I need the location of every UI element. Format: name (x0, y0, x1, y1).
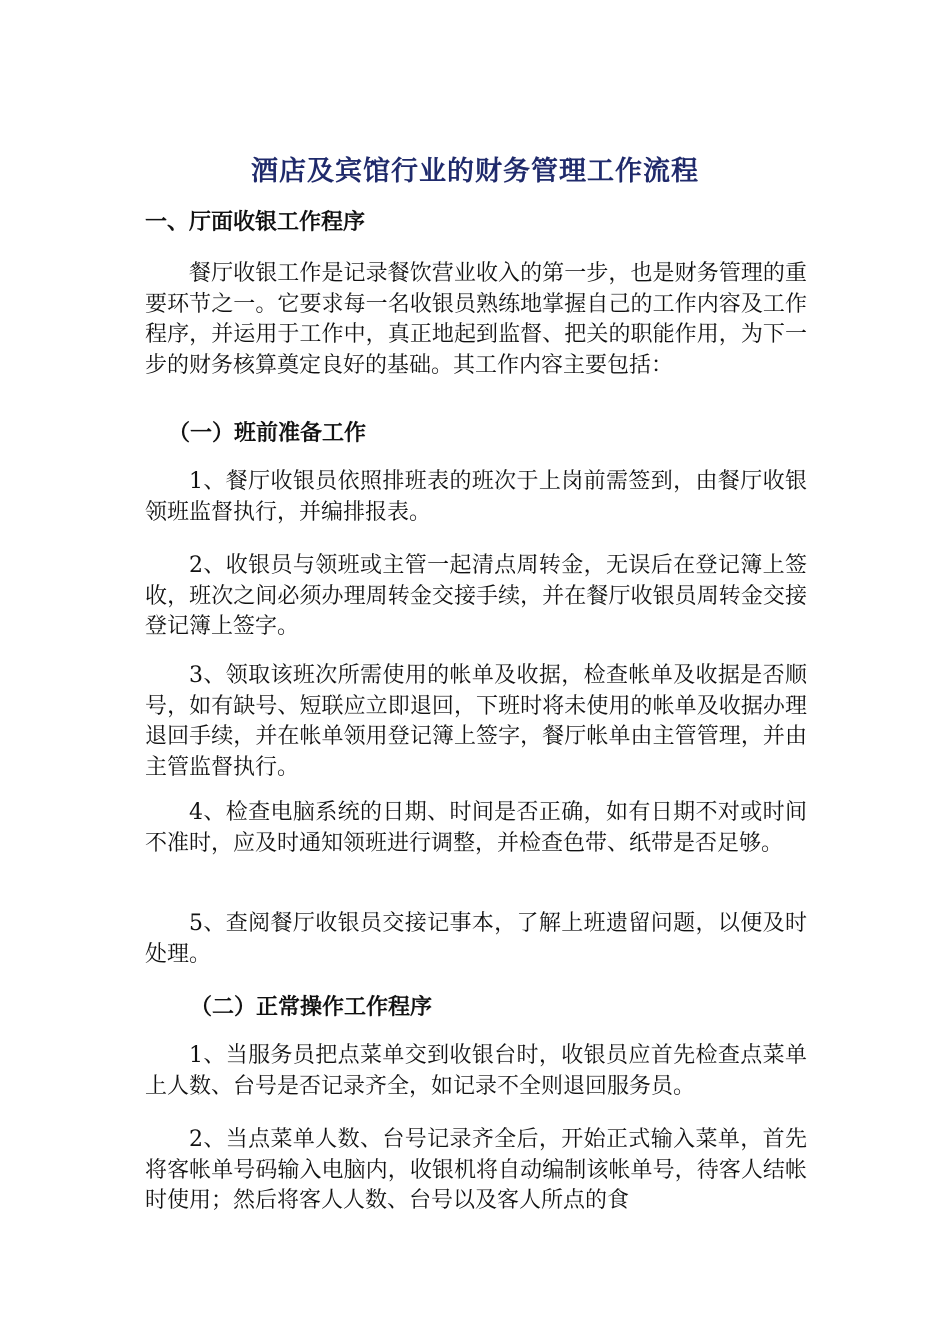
document-title: 酒店及宾馆行业的财务管理工作流程 (251, 156, 699, 187)
section-heading-1: 一、厅面收银工作程序 (145, 210, 366, 235)
list-item: 4、检查电脑系统的日期、时间是否正确，如有日期不对或时间不准时，应及时通知领班进行调整，并检查色带、纸带是否足够。 (145, 800, 807, 856)
list-item: 5、查阅餐厅收银员交接记事本，了解上班遗留问题，以便及时处理。 (145, 911, 807, 967)
list-item: 1、当服务员把点菜单交到收银台时，收银员应首先检查点菜单上人数、台号是否记录齐全，如记录不全则退回服务员。 (145, 1043, 807, 1099)
list-item: 1、餐厅收银员依照排班表的班次于上岗前需签到，由餐厅收银领班监督执行，并编排报表。 (145, 469, 807, 525)
subsection-heading-2: （二）正常操作工作程序 (190, 995, 433, 1020)
list-item: 2、收银员与领班或主管一起清点周转金，无误后在登记簿上签收，班次之间必须办理周转金交接手续，并在餐厅收银员周转金交接登记簿上签字。 (145, 553, 807, 639)
list-item: 2、当点菜单人数、台号记录齐全后，开始正式输入菜单，首先将客帐单号码输入电脑内，收银机将自动编制该帐单号，待客人结帐时使用；然后将客人人数、台号以及客人所点的食 (145, 1127, 807, 1213)
subsection-heading-1: （一）班前准备工作 (168, 421, 367, 446)
section-1-intro-paragraph: 餐厅收银工作是记录餐饮营业收入的第一步，也是财务管理的重要环节之一。它要求每一名收银员熟练地掌握自己的工作内容及工作程序，并运用于工作中，真正地起到监督、把关的职能作用，为下一步的财务核算奠定良好的基础。其工作内容主要包括： (145, 261, 807, 378)
list-item: 3、领取该班次所需使用的帐单及收据，检查帐单及收据是否顺号，如有缺号、短联应立即退回，下班时将未使用的帐单及收据办理退回手续，并在帐单领用登记簿上签字，餐厅帐单由主管管理，并由主管监督执行。 (145, 663, 807, 780)
